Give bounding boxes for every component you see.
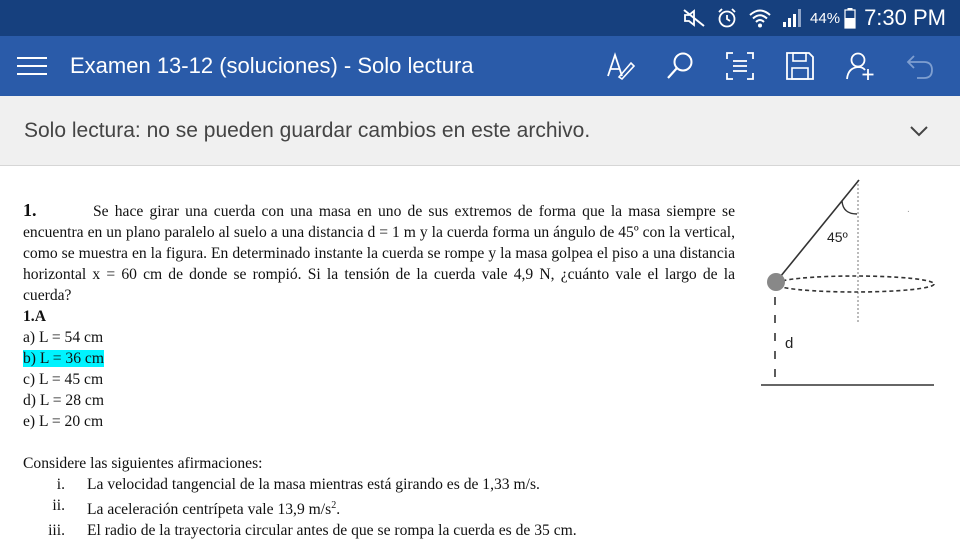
statement-item bbox=[23, 474, 735, 495]
answer-option bbox=[23, 411, 735, 432]
angle-label: 45º bbox=[827, 229, 848, 245]
answer-label: 1.A bbox=[23, 308, 46, 325]
chevron-down-icon[interactable] bbox=[908, 120, 930, 142]
clock: 7:30 PM bbox=[864, 5, 946, 30]
answer-option bbox=[23, 369, 735, 390]
statement-item bbox=[23, 495, 735, 520]
circular-path bbox=[776, 276, 934, 292]
document-page[interactable] bbox=[0, 166, 960, 540]
answer-option bbox=[23, 348, 735, 369]
battery-icon bbox=[844, 0, 856, 36]
read-only-banner[interactable] bbox=[0, 96, 960, 166]
d-label: d bbox=[785, 335, 794, 352]
question-paragraph bbox=[23, 200, 735, 306]
answer-option-text: c) L = 45 cm bbox=[23, 371, 104, 388]
statement-number: ii. bbox=[52, 497, 65, 514]
share-icon[interactable] bbox=[830, 36, 890, 96]
question-number: 1. bbox=[23, 200, 37, 220]
status-bar bbox=[0, 0, 960, 36]
signal-icon bbox=[782, 0, 804, 36]
answer-option-text: d) L = 28 cm bbox=[23, 392, 104, 409]
question-block bbox=[23, 200, 735, 540]
save-icon[interactable] bbox=[770, 36, 830, 96]
read-only-message: Solo lectura: no se pueden guardar cambios en este archivo. bbox=[24, 118, 591, 142]
app-bar bbox=[0, 36, 960, 96]
toolbar bbox=[590, 36, 950, 96]
statement-text: La aceleración centrípeta vale 13,9 $m/s^2$. bbox=[87, 500, 341, 519]
answer-option bbox=[23, 390, 735, 411]
pendulum-figure bbox=[755, 172, 945, 402]
battery-percent: 44% bbox=[810, 9, 841, 27]
mass-bob bbox=[767, 273, 785, 291]
answer-option-text: a) L = 54 cm bbox=[23, 329, 104, 346]
document-title: Examen 13-12 (soluciones) - Solo lectura bbox=[70, 53, 474, 78]
wifi-icon bbox=[748, 0, 772, 36]
statement-text: La velocidad tangencial de la masa mientras está girando es de 1,33 m/s. bbox=[87, 476, 540, 493]
question-text: Se hace girar una cuerda con una masa en uno de sus extremos de forma que la masa siempre se encuentra en un plano paralelo al suelo a una distancia d = 1 m y la cuerda forma un ángulo de 45º con la vertical, como se muestra en la figura. En determinado instante la cuerda se rompe y la masa golpea el piso a una distancia horizontal x = 60 cm de donde se rompió. Si la tensión de la cuerda vale 4,9 N, ¿cuánto vale el largo de la cuerda? bbox=[23, 203, 735, 304]
undo-icon[interactable] bbox=[890, 36, 950, 96]
edit-icon[interactable] bbox=[590, 36, 650, 96]
angle-arc bbox=[842, 201, 857, 214]
focus-view-icon[interactable] bbox=[710, 36, 770, 96]
menu-icon[interactable] bbox=[2, 36, 62, 96]
statement-text: El radio de la trayectoria circular antes de que se rompa la cuerda es de 35 cm. bbox=[87, 522, 577, 540]
mute-icon bbox=[682, 0, 706, 36]
answer-option-text: e) L = 20 cm bbox=[23, 413, 104, 430]
statement-item bbox=[23, 520, 735, 540]
answer-option-text: b) L = 36 cm bbox=[23, 350, 104, 367]
dot-mark: . bbox=[907, 204, 910, 215]
answer-option bbox=[23, 327, 735, 348]
search-icon[interactable] bbox=[650, 36, 710, 96]
alarm-icon bbox=[716, 0, 738, 36]
statements-list bbox=[23, 474, 735, 540]
options-list bbox=[23, 327, 735, 432]
statement-number: i. bbox=[56, 476, 65, 493]
statements-intro: Considere las siguientes afirmaciones: bbox=[23, 455, 263, 472]
statement-number: iii. bbox=[48, 522, 65, 540]
